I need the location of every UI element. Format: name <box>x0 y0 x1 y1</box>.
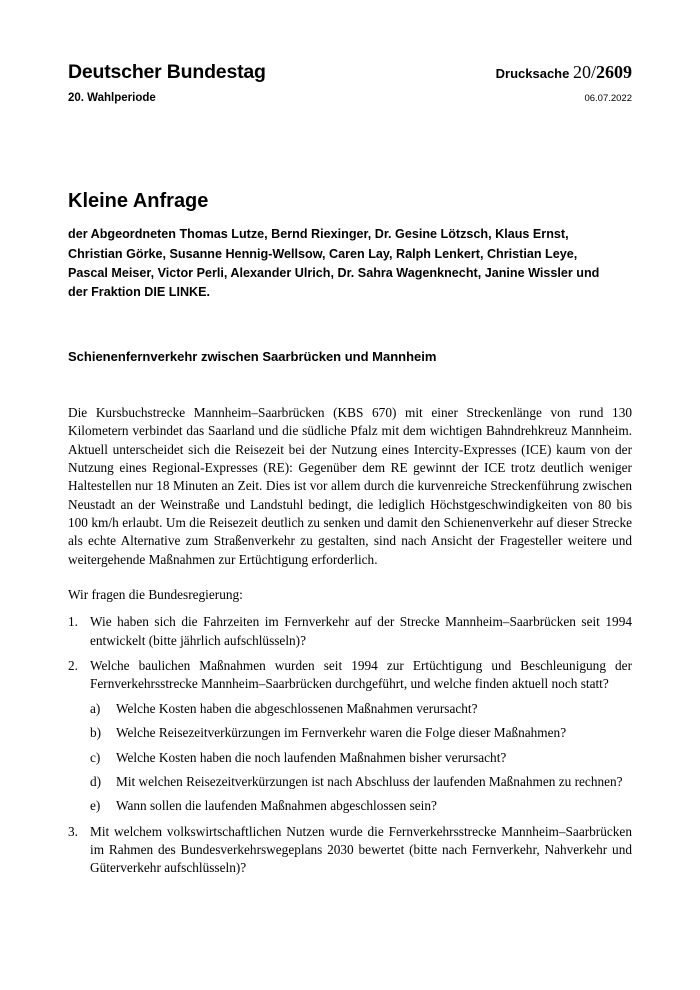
subquestion-text: Welche Kosten haben die abgeschlossenen Maßnahmen verursacht? <box>116 700 478 716</box>
question-marker: 3. <box>68 823 78 839</box>
question-text: Wie haben sich die Fahrzeiten im Fernverkehr auf der Strecke Mannheim–Saarbrücken seit 1994 entwickelt (bitte jährlich aufschlüsseln)? <box>90 614 632 648</box>
subquestion-marker: e) <box>90 798 101 814</box>
question-text: Welche baulichen Maßnahmen wurden seit 1994 zur Ertüchtigung und Beschleunigung der Fernverkehrsstrecke Mannheim–Saarbrücken durchgeführt, und welche finden aktuell noch statt? <box>90 658 632 692</box>
list-item <box>68 613 632 650</box>
question-text: Mit welchem volkswirtschaftlichen Nutzen wurde die Fernverkehrsstrecke Mannheim–Saarbrücken im Rahmen des Bundesverkehrswegeplans 2030 bewertet (bitte nach Fernverkehr, Nahverkehr und Güterverkehr aufschlüsseln)? <box>90 823 632 876</box>
sub-questions-list <box>90 700 632 816</box>
question-lead: Wir fragen die Bundesregierung: <box>68 587 243 603</box>
drucksache-line <box>496 62 632 83</box>
drucksache-slash: / <box>590 62 596 82</box>
subquestion-marker: a) <box>90 700 101 716</box>
header-right <box>496 62 632 104</box>
list-item <box>90 797 632 815</box>
document-type: Kleine Anfrage <box>68 190 209 213</box>
legislative-period: 20. Wahlperiode <box>68 92 156 105</box>
drucksache-label: Drucksache <box>495 66 570 81</box>
questions-list <box>68 613 632 877</box>
subquestion-text: Mit welchen Reisezeitverkürzungen ist nach Abschluss der laufenden Maßnahmen zu rechnen? <box>116 773 623 789</box>
header-left <box>68 62 266 104</box>
list-item <box>90 700 632 718</box>
subquestion-text: Wann sollen die laufenden Maßnahmen abgeschlossen sein? <box>116 798 437 814</box>
list-item <box>90 724 632 742</box>
institution-title: Deutscher Bundestag <box>68 61 266 83</box>
drucksache-number: 2609 <box>596 62 632 82</box>
document-header <box>68 62 632 104</box>
subquestion-marker: c) <box>90 749 101 765</box>
subquestion-text: Welche Kosten haben die noch laufenden Maßnahmen bisher verursacht? <box>116 749 507 765</box>
publication-date: 06.07.2022 <box>584 93 632 104</box>
subquestion-marker: b) <box>90 725 102 741</box>
document-body <box>68 404 632 878</box>
list-item <box>68 823 632 878</box>
question-marker: 2. <box>68 658 78 674</box>
subquestion-marker: d) <box>90 773 102 789</box>
list-item <box>90 749 632 767</box>
intro-paragraph: Die Kursbuchstrecke Mannheim–Saarbrücken (KBS 670) mit einer Streckenlänge von rund 130 Kilometern verbindet das Saarland und die südliche Pfalz mit dem wichtigen Bahndrehkreuz Mannheim. Aktuell unterscheidet sich die Reisezeit bei der Nutzung eines Intercity-Expresses (ICE) kaum von der Nutzung eines Regional-Expresses (RE): Gegenüber dem RE gewinnt der ICE trotz deutlich weniger Haltestellen nur 18 Minuten an Zeit. Dies ist vor allem durch die kurvenreiche Streckenführung zwischen Neustadt an der Weinstraße und Landstuhl bedingt, die lediglich Höchstgeschwindigkeiten von 80 bis 100 km/h erlaubt. Um die Reisezeit deutlich zu senken und damit den Schienenverkehr auf dieser Strecke als echte Alternative zum Straßenverkehr zu gestalten, sind nach Ansicht der Fragesteller weitere und weitergehende Maßnahmen zur Ertüchtigung erforderlich. <box>68 405 632 567</box>
list-item <box>68 657 632 815</box>
question-marker: 1. <box>68 614 78 630</box>
drucksache-period: 20 <box>572 62 591 82</box>
subquestion-text: Welche Reisezeitverkürzungen im Fernverkehr waren die Folge dieser Maßnahmen? <box>116 725 567 741</box>
list-item <box>90 773 632 791</box>
document-subject: Schienenfernverkehr zwischen Saarbrücken und Mannheim <box>68 349 437 364</box>
document-authors: der Abgeordneten Thomas Lutze, Bernd Riexinger, Dr. Gesine Lötzsch, Klaus Ernst, Christian Görke, Susanne Hennig-Wellsow, Caren Lay, Ralph Lenkert, Christian Leye, Pascal Meiser, Victor Perli, Alexander Ulrich, Dr. Sahra Wagenknecht, Janine Wissler und der Fraktion DIE LINKE. <box>68 227 600 299</box>
